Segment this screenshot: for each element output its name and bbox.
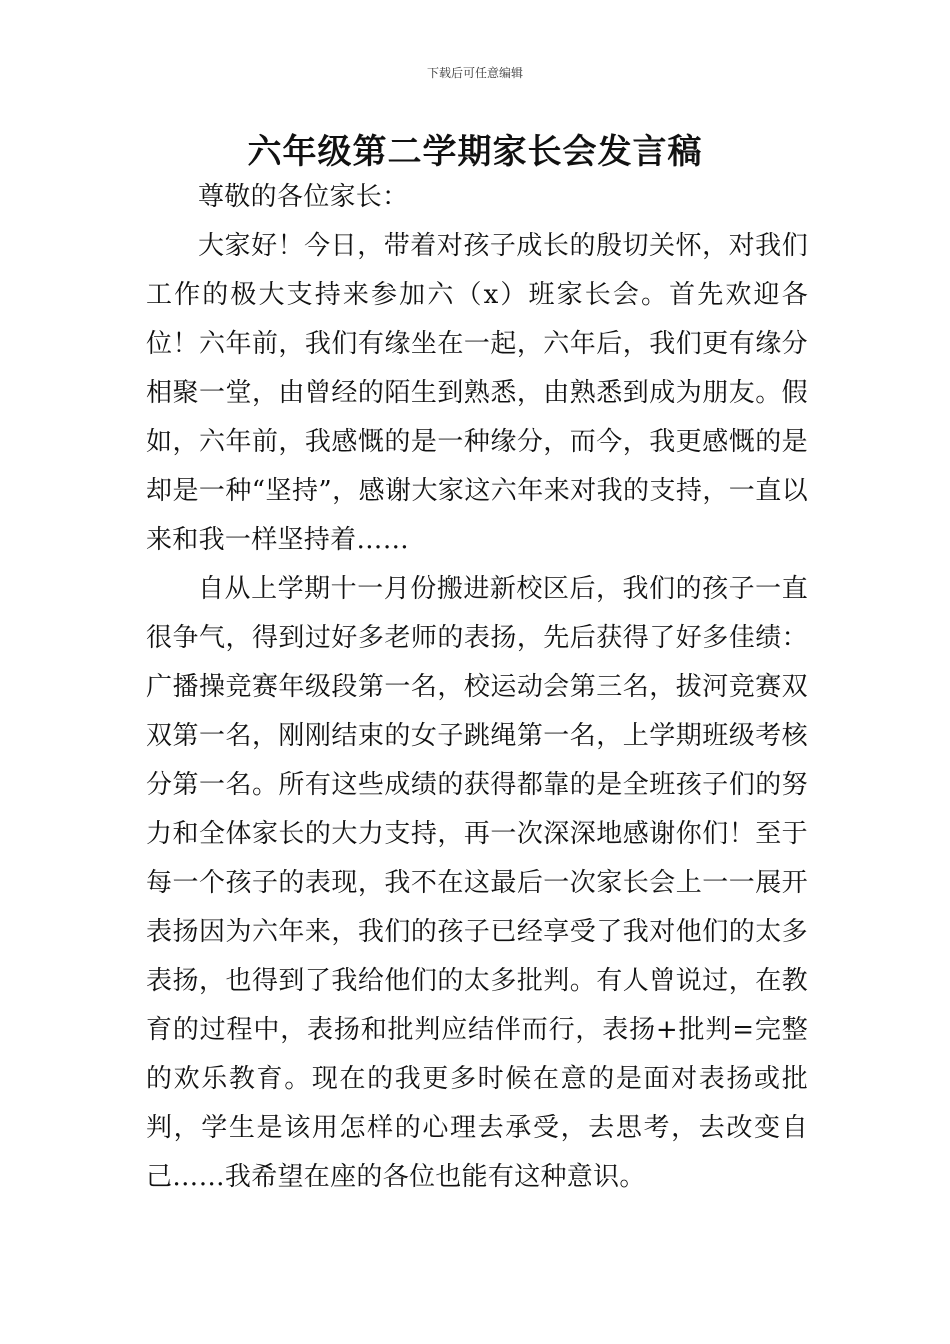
salutation-paragraph: 尊敬的各位家长： [198, 182, 409, 212]
document-body [146, 173, 808, 1202]
document-title: 六年级第二学期家长会发言稿 [247, 132, 703, 172]
header-note: 下载后可任意编辑 [426, 66, 523, 80]
greeting-paragraph: 大家好！今日，带着对孩子成长的殷切关怀，对我们工作的极大支持来参加六（x）班家长会。首先欢迎各位！六年前，我们有缘坐在一起，六年后，我们更有缘分相聚一堂，由曾经的陌生到熟悉，由熟悉到成为朋友。假如，六年前，我感慨的是一种缘分，而今，我更感慨的是却是一种“坚持”，感谢大家这六年来对我的支持，一直以来和我一样坚持着…… [146, 231, 808, 555]
achievements-paragraph: 自从上学期十一月份搬进新校区后，我们的孩子一直很争气，得到过好多老师的表扬，先后获得了好多佳绩：广播操竞赛年级段第一名，校运动会第三名，拔河竞赛双双第一名，刚刚结束的女子跳绳第一名，上学期班级考核分第一名。所有这些成绩的获得都靠的是全班孩子们的努力和全体家长的大力支持，再一次深深地感谢你们！至于每一个孩子的表现，我不在这最后一次家长会上一一展开表扬因为六年来，我们的孩子已经享受了我对他们的太多表扬，也得到了我给他们的太多批判。有人曾说过，在教育的过程中，表扬和批判应结伴而行，表扬+批判=完整的欢乐教育。现在的我更多时候在意的是面对表扬或批判，学生是该用怎样的心理去承受，去思考，去改变自己……我希望在座的各位也能有这种意识。 [146, 574, 808, 1192]
